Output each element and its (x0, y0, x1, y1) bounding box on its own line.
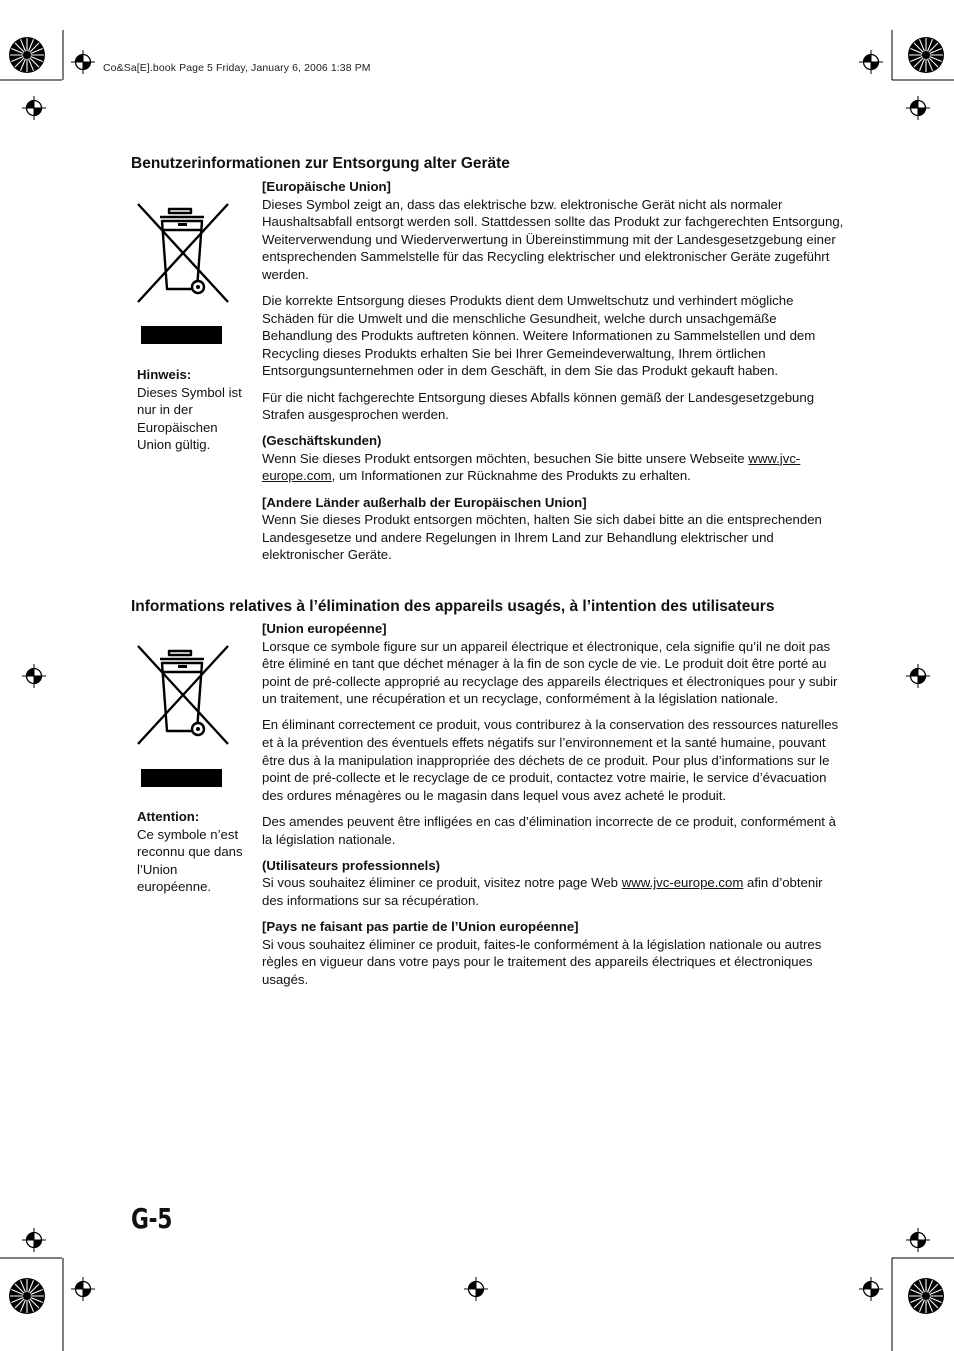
german-para2: Die korrekte Entsorgung dieses Produkts dient dem Umweltschutz und verhindert mögliche Schäden für die Umwelt und die menschliche Gesundheit, welche durch unsachgemäße Behandlung des Produkts auftreten können. Weitere Informationen zu Sammelstellen und dem Recycling dieses Produkts erhalten Sie bei Ihrer Gemeindeverwaltung, Ihrem örtlichen Entsorgungsunternehmen oder in dem Geschäft, in dem Sie das Produkt gekauft haben. (262, 293, 816, 379)
german-eu-text: Dieses Symbol zeigt an, dass das elektrische bzw. elektronische Gerät nicht als normaler Haushaltsabfall entsorgt werden soll. Stattdessen sollte das Produkt zur fachgerechten Entsorgung, Weiterverwendung und Wiederverwertung in Übereinstimmung mit der Landesgesetzgebung einer entsprechenden Sammelstelle für das Recycling elektrischer und elektronischer Geräte zugeführt werden. (262, 196, 844, 282)
french-body (262, 620, 847, 997)
french-para3: Des amendes peuvent être infligées en cas d’élimination incorrecte de ce produit, conformément à la législation nationale. (262, 813, 836, 847)
weee-black-bar (141, 769, 222, 787)
french-eu-heading: [Union européenne] (262, 621, 387, 636)
german-other-heading: [Andere Länder außerhalb der Europäischen Union] (262, 494, 587, 510)
german-note-label: Hinweis: (137, 367, 192, 382)
weee-bin-icon (134, 200, 234, 306)
print-header: Co&Sa[E].book Page 5 Friday, January 6, 2006 1:38 PM (103, 62, 371, 74)
weee-black-bar (141, 326, 222, 344)
german-section-title: Benutzerinformationen zur Entsorgung alter Geräte (131, 155, 510, 172)
german-note-text: Dieses Symbol ist nur in der Europäischen Union gültig. (137, 384, 242, 453)
french-para2: En éliminant correctement ce produit, vous contriburez à la conservation des ressources naturelles et à la prévention des éventuels effets négatifs sur l’environnement et la santé humaine, pouvant être dus à la manipulation inappropriée des déchets de ce produit. Pour plus d’informations sur le point de pré-collecte et le recyclage de ce produit, contactez votre mairie, le service d’évacuation des ordures ménagères ou le magasin dans lequel vous avez acheté le produit. (262, 717, 839, 803)
german-body (262, 178, 847, 572)
german-business-text-after: , um Informationen zur Rücknahme des Produkts zu erhalten. (331, 468, 691, 484)
french-business-text-after: afin d’obtenir des informations sur sa récupération. (262, 875, 823, 908)
german-eu-heading: [Europäische Union] (262, 179, 391, 194)
french-note-text: Ce symbole n’est reconnu que dans l’Union européenne. (137, 826, 243, 895)
french-website-link[interactable]: www.jvc-europe.com (621, 875, 744, 891)
german-business-heading: (Geschäftskunden) (262, 433, 382, 449)
french-business-heading: (Utilisateurs professionnels) (262, 857, 441, 873)
french-eu-text: Lorsque ce symbole figure sur un appareil électrique et électronique, cela signifie qu’il ne doit pas être éliminé en tant que déchet ménager à la fin de son cycle de vie. Le produit doit être porté au point de pré-collecte approprié au recyclage des appareils électriques et électroniques pour y subir un traitement, une récupération et un recyclage, conformément à la législation nationale. (262, 638, 838, 707)
french-business-text-before: Si vous souhaitez éliminer ce produit, visitez notre page Web (262, 875, 619, 891)
german-other-text: Wenn Sie dieses Produkt entsorgen möchten, halten Sie sich dabei bitte an die entsprechenden Landesgesetze und andere Regelungen in Ihrem Land zur Behandlung elektrischer und elektronischer Geräte. (262, 512, 822, 563)
page-number: G-5 (131, 1202, 173, 1235)
french-other-text: Si vous souhaitez éliminer ce produit, faites-le conformément à la législation nationale ou autres règles en vigueur dans votre pays pour le traitement des appareils électriques et électroniques usagés. (262, 936, 822, 987)
french-section-title: Informations relatives à l’élimination des appareils usagés, à l’intention des utilisateurs (131, 598, 775, 615)
french-note-label: Attention: (137, 809, 200, 824)
french-note (137, 808, 255, 896)
weee-bin-icon (134, 642, 234, 748)
french-other-heading: [Pays ne faisant pas partie de l’Union européenne] (262, 918, 579, 934)
german-business-text-before: Wenn Sie dieses Produkt entsorgen möchten, besuchen Sie bitte unsere Webseite (262, 450, 745, 466)
german-website-link[interactable]: www.jvc-europe.com (262, 450, 801, 484)
german-note (137, 366, 255, 454)
german-para3: Für die nicht fachgerechte Entsorgung dieses Abfalls können gemäß der Landesgesetzgebung Strafen ausgesprochen werden. (262, 389, 815, 423)
